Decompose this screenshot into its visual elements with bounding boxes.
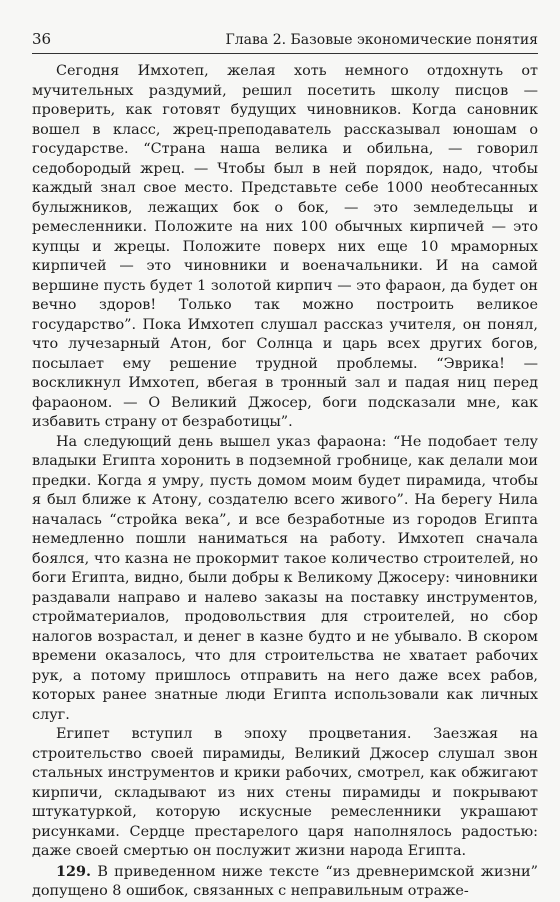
page-body	[32, 62, 538, 902]
paragraph: На следующий день вышел указ фараона: “Не подобает телу владыки Египта хоронить в подземной гробнице, как делали мои предки. Когда я умру, пусть домом моим будет пирамида, чтобы я был ближе к Атону, создателю всего живого”. На берегу Нила началась “стройка века”, и все безработные из городов Египта немедленно пошли наниматься на работу. Имхотеп сначала боялся, что казна не прокормит такое количество строителей, но боги Египта, видно, были добры к Великому Джосеру: чиновники раздавали направо и налево заказы на поставку инструментов, стройматериалов, продовольствия для строителей, но сбор налогов возрастал, и денег в казне будто и не убывало. В скором времени оказалось, что для строительства не хватает рабочих рук, а потому пришлось отправить на него даже всех рабов, которых ранее знатные люди Египта использовали как личных слуг.	[32, 433, 538, 723]
chapter-title: Глава 2. Базовые экономические понятия	[225, 32, 538, 48]
page-number: 36	[32, 30, 52, 48]
exercise-text: В приведенном ниже тексте “из древнеримской жизни” допущено 8 ошибок, связанных с неправильным отраже-	[32, 863, 538, 899]
paragraph: Сегодня Имхотеп, желая хоть немного отдохнуть от мучительных раздумий, решил посетить школу писцов — проверить, как готовят будущих чиновников. Когда сановник вошел в класс, жрец-преподаватель рассказывал юношам о государстве. “Страна наша велика и обильна, — говорил седобородый жрец. — Чтобы был в ней порядок, надо, чтобы каждый знал свое место. Представьте себе 1000 необтесанных булыжников, лежащих бок о бок, — это земледельцы и ремесленники. Положите на них 100 обычных кирпичей — это купцы и жрецы. Положите поверх них еще 10 мраморных кирпичей — это чиновники и военачальники. И на самой вершине пусть будет 1 золотой кирпич — это фараон, да будет он вечно здоров! Только так можно построить великое государство”. Пока Имхотеп слушал рассказ учителя, он понял, что лучезарный Атон, бог Солнца и царь всех других богов, посылает ему решение трудной проблемы. “Эврика! — воскликнул Имхотеп, вбегая в тронный зал и падая ниц перед фараоном. — О Великий Джосер, боги подсказали мне, как избавить страну от безработицы”.	[32, 63, 538, 430]
running-header	[32, 30, 538, 54]
exercise-paragraph	[32, 862, 538, 902]
paragraph: Египет вступил в эпоху процветания. Заезжая на строительство своей пирамиды, Великий Джосер слушал звон стальных инструментов и крики рабочих, смотрел, как обжигают кирпичи, складывают из них стены пирамиды и покрывают штукатуркой, которую искусные ремесленники украшают рисунками. Сердце престарелого царя наполнялось радостью: даже своей смертью он послужит жизни народа Египта.	[32, 726, 538, 859]
exercise-number: 129.	[56, 862, 92, 880]
